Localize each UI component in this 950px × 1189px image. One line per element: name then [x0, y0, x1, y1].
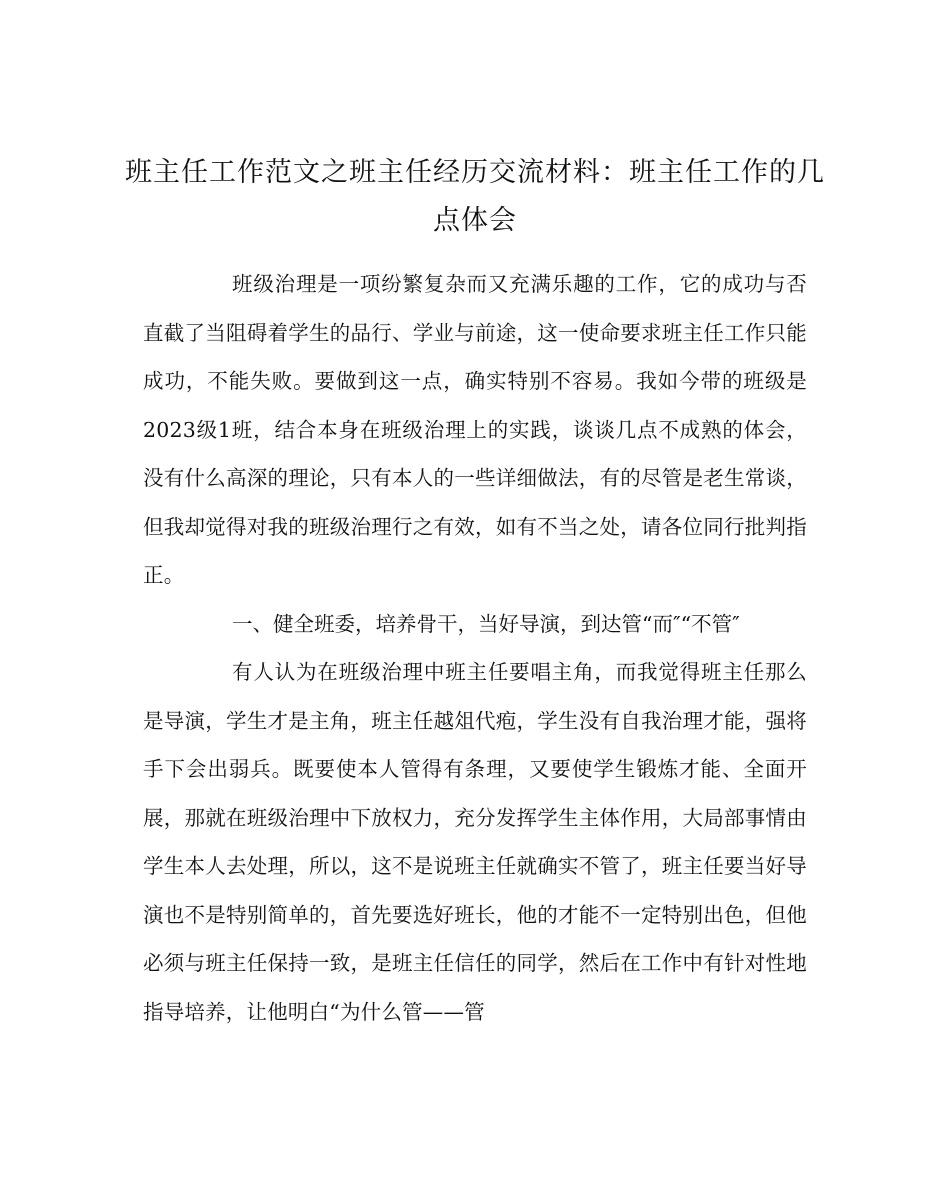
page-title: 班主任工作范文之班主任经历交流材料：班主任工作的几点体会: [125, 157, 825, 237]
document-body: [143, 260, 807, 1036]
section-paragraph: 有人认为在班级治理中班主任要唱主角，而我觉得班主任那么是导演，学生才是主角，班主任越俎代疱，学生没有自我治理才能，强将手下会出弱兵。既要使本人管得有条理，又要使学生锻炼才能、全面开展，那就在班级治理中下放权力，充分发挥学生主体作用，大局部事情由学生本人去处理，所以，这不是说班主任就确实不管了，班主任要当好导演也不是特别简单的，首先要选好班长，他的才能不一定特别出色，但他必须与班主任保持一致，是班主任信任的同学，然后在工作中有针对性地指导培养，让他明白“为什么管——管: [143, 660, 807, 1024]
section-heading: 一、健全班委，培养骨干，当好导演，到达管“而″“不管″: [232, 611, 740, 636]
intro-paragraph: 班级治理是一项纷繁复杂而又充满乐趣的工作，它的成功与否直截了当阻碍着学生的品行、学业与前途，这一使命要求班主任工作只能成功，不能失败。要做到这一点，确实特别不容易。我如今带的班级是2023级1班，结合本身在班级治理上的实践，谈谈几点不成熟的体会，没有什么高深的理论，只有本人的一些详细做法，有的尽管是老生常谈，但我却觉得对我的班级治理行之有效，如有不当之处，请各位同行批判指正。: [143, 272, 807, 587]
